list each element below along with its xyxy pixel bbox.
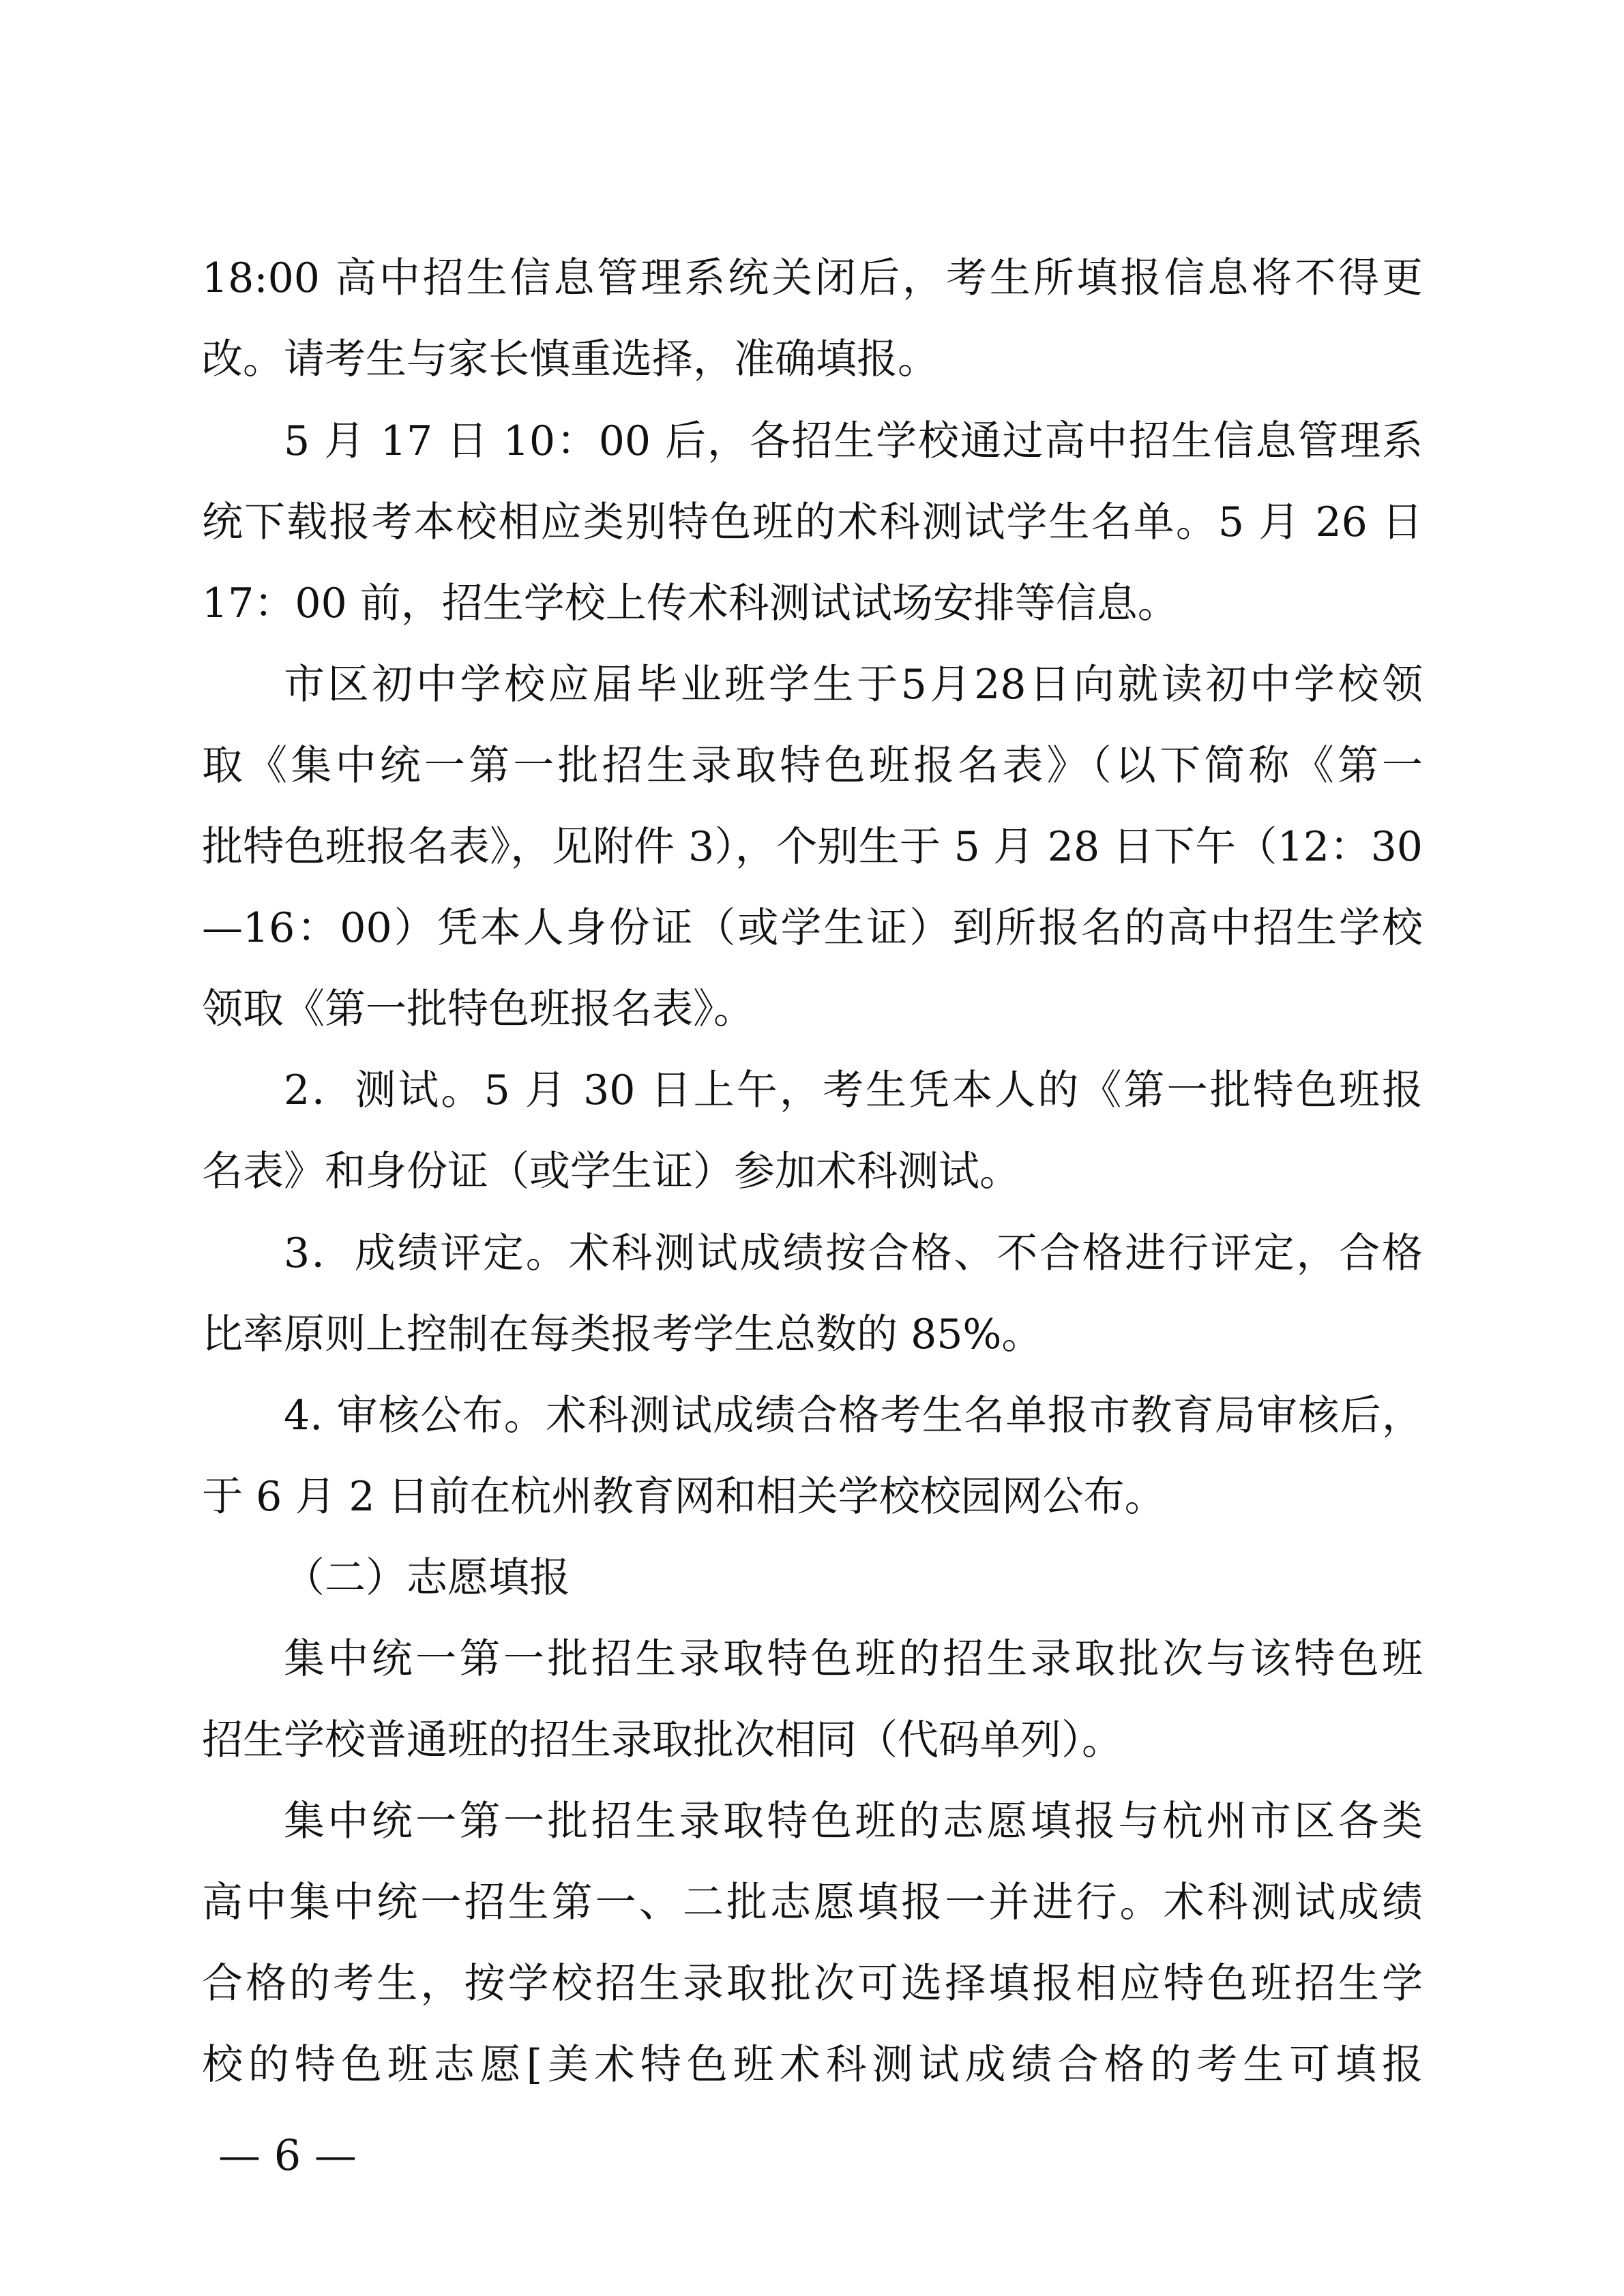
paragraph-line: 18:00 高中招生信息管理系统关闭后，考生所填报信息将不得更 [202,254,1423,302]
page-number: — 6 — [218,2130,357,2180]
paragraph-line: 校的特色班志愿[美术特色班术科测试成绩合格的考生可填报 [202,2041,1423,2089]
paragraph-line: 4. 审核公布。术科测试成绩合格考生名单报市教育局审核后， [284,1392,1423,1440]
paragraph-line: 名表》和身份证（或学生证）参加术科测试。 [202,1148,1020,1195]
paragraph-line: 招生学校普通班的招生录取批次相同（代码单列）。 [202,1716,1123,1764]
paragraph-line: 统下载报考本校相应类别特色班的术科测试学生名单。5 月 26 日 [202,498,1423,546]
paragraph-line: 比率原则上控制在每类报考学生总数的 85%。 [202,1311,1043,1358]
paragraph-line: 市区初中学校应届毕业班学生于5月28日向就读初中学校领 [284,661,1423,709]
paragraph-line: 于 6 月 2 日前在杭州教育网和相关学校校园网公布。 [202,1473,1166,1521]
paragraph-line: 批特色班报名表》，见附件 3），个别生于 5 月 28 日下午（12：30 [202,823,1423,871]
paragraph-line: 合格的考生，按学校招生录取批次可选择填报相应特色班招生学 [202,1960,1423,2008]
section-heading: （二）志愿填报 [284,1554,570,1602]
paragraph-line: 5 月 17 日 10：00 后，各招生学校通过高中招生信息管理系 [284,417,1423,465]
paragraph-line: 取《集中统一第一批招生录取特色班报名表》（以下简称《第一 [202,742,1423,790]
paragraph-line: 改。请考生与家长慎重选择，准确填报。 [202,336,939,383]
paragraph-line: 集中统一第一批招生录取特色班的招生录取批次与该特色班 [284,1635,1423,1683]
paragraph-line: 2．测试。5 月 30 日上午，考生凭本人的《第一批特色班报 [284,1067,1423,1114]
paragraph-line: 领取《第一批特色班报名表》。 [202,985,754,1033]
paragraph-line: 17：00 前，招生学校上传术科测试试场安排等信息。 [202,580,1179,627]
paragraph-line: —16：00）凭本人身份证（或学生证）到所报名的高中招生学校 [202,904,1423,952]
paragraph-line: 3．成绩评定。术科测试成绩按合格、不合格进行评定，合格 [284,1229,1423,1277]
paragraph-line: 集中统一第一批招生录取特色班的志愿填报与杭州市区各类 [284,1798,1423,1845]
paragraph-line: 高中集中统一招生第一、二批志愿填报一并进行。术科测试成绩 [202,1879,1423,1926]
